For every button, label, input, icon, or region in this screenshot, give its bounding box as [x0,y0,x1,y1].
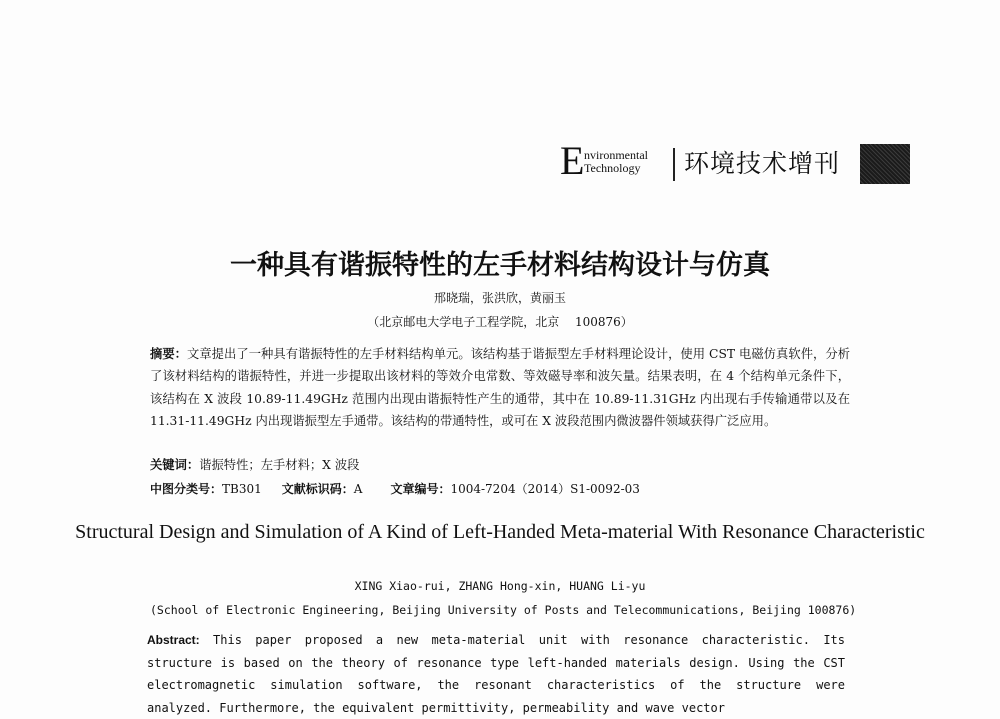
paper-title-en: Structural Design and Simulation of A Kind of Left-Handed Meta-material With Resonance Characteristic [75,521,925,543]
keywords-text: 谐振特性；左手材料；X 波段 [199,458,360,472]
keywords-cn [150,456,359,474]
abstract-en [147,629,845,719]
classification-row [150,480,640,498]
clc-value: TB301 [222,482,262,496]
abstract-en-text: This paper proposed a new meta-material unit with resonance characteristic. Its structure is based on the theory of resonance type left-handed materials design. Using the CST electromagnetic simulation software, the resonant characteristics of the structure were analyzed. Furthermore, the equivalent permittivity, permeability and wave vector [147,633,845,715]
keywords-label: 关键词： [150,457,200,472]
affiliation-en: (School of Electronic Engineering, Beijing University of Posts and Telecommunications, Beijing 100876) [150,603,857,617]
authors-en: XING Xiao-rui, ZHANG Hong-xin, HUANG Li-yu [354,579,646,593]
affiliation-cn: （北京邮电大学电子工程学院，北京 100876） [367,315,633,329]
doc-code-value: A [353,482,363,496]
article-no-label: 文章编号： [390,482,451,496]
clc-label: 中图分类号： [150,482,223,496]
abstract-en-label: Abstract: [147,633,200,647]
logo-line-2: Technology [584,161,641,175]
authors-cn: 邢晓瑞，张洪欣，黄丽玉 [433,291,566,305]
journal-name: 环境技术增刊 [684,149,841,178]
abstract-cn-label: 摘要： [150,346,188,361]
abstract-cn [150,343,850,433]
journal-header [560,138,912,185]
article-no-value: 1004-7204（2014）S1-0092-03 [450,482,640,496]
journal-logo-text [584,149,648,175]
abstract-cn-text: 文章提出了一种具有谐振特性的左手材料结构单元。该结构基于谐振型左手材料理论设计，使用 CST 电磁仿真软件，分析了该材料结构的谐振特性，并进一步提取出该材料的等效介电常数、等效磁导率和波矢量。结果表明，在 4 个结构单元条件下，该结构在 X 波段 10.89-11.49GHz 范围内出现由谐振特性产生的通带，其中在 10.89-11.31GHz 内出现右手传输通带以及在 11.31-11.49GHz 内出现谐振型左手通带。该结构的带通特性，或可在 X 波段范围内微波器件领域获得广泛应用。 [150,347,850,429]
doc-code-label: 文献标识码： [281,482,354,496]
header-divider [673,148,675,181]
header-decor-block [860,144,910,184]
paper-title-cn: 一种具有谐振特性的左手材料结构设计与仿真 [230,250,770,281]
journal-logo-letter: E [560,138,585,183]
logo-line-1: nvironmental [584,148,648,162]
